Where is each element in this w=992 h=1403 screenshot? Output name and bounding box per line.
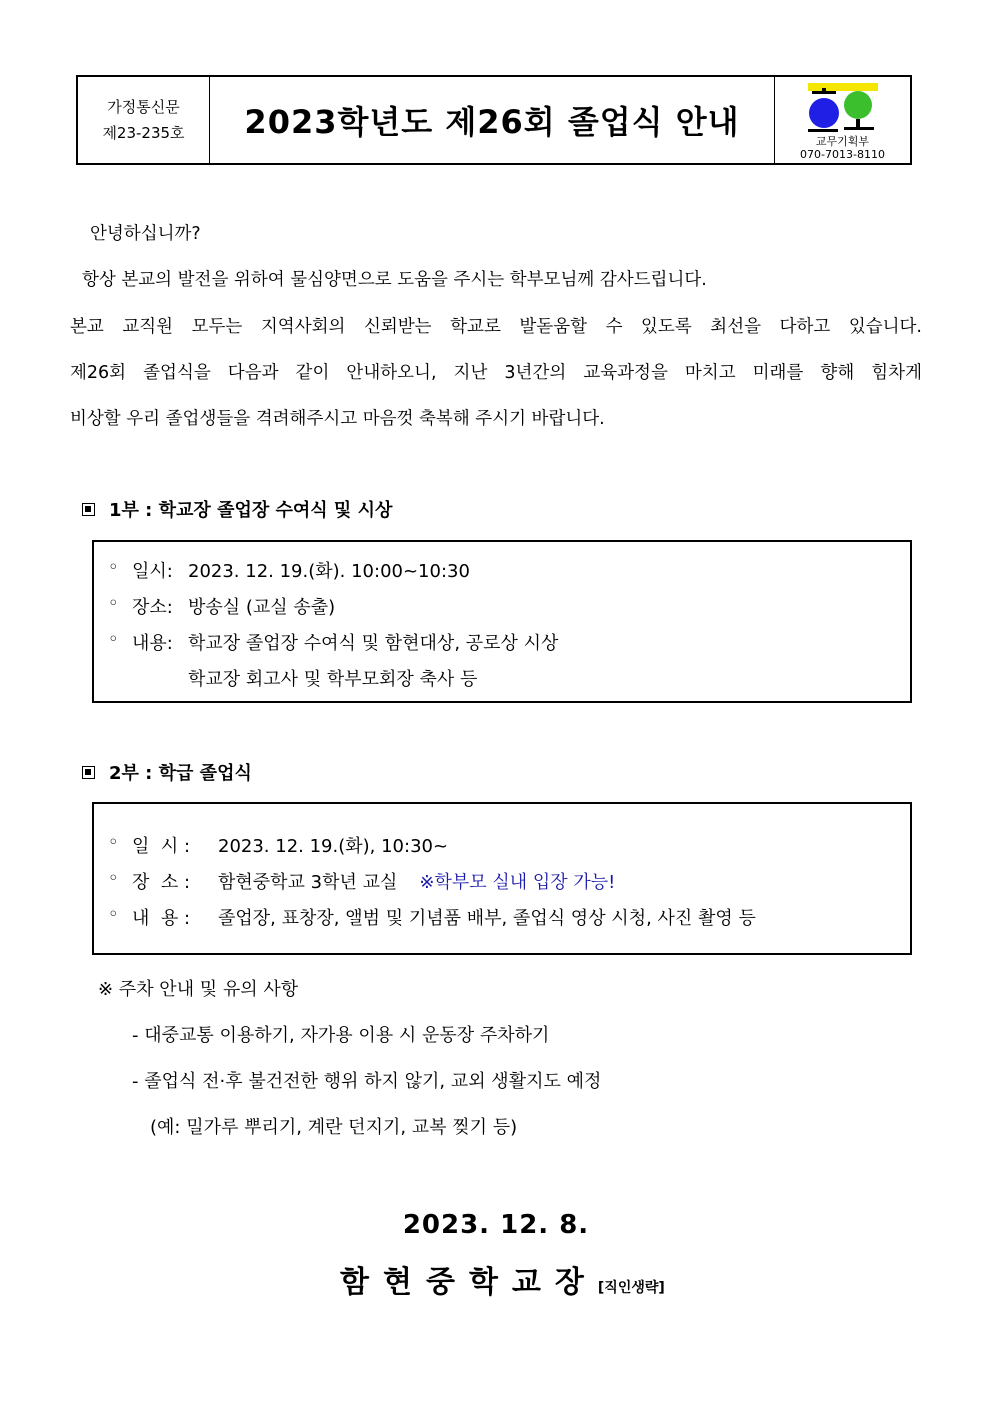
notes-item-1: - 대중교통 이용하기, 자가용 이용 시 운동장 주차하기: [132, 1025, 550, 1046]
part1-row-date: [108, 557, 470, 583]
greeting: 안녕하십니까?: [90, 224, 201, 244]
part1-row-content: [108, 629, 558, 655]
row-value: 학교장 졸업장 수여식 및 함현대상, 공로상 시상: [188, 633, 559, 654]
notes-example: (예: 밀가루 뿌리기, 계란 던지기, 교복 찢기 등): [150, 1117, 518, 1138]
intro-line-2: 본교 교직원 모두는 지역사회의 신뢰받는 학교로 발돋움할 수 있도록 최선을 다하고 있습니다.: [70, 317, 922, 337]
school-logo-icon: [808, 83, 878, 135]
part2-row-content: [108, 904, 756, 930]
part2-title: 2부 : 학급 졸업식: [109, 763, 252, 784]
part1-box: [92, 540, 912, 703]
parent-entry-note: ※학부모 실내 입장 가능!: [419, 872, 616, 893]
bullet-icon: ◦: [108, 832, 119, 853]
row-value: 2023. 12. 19.(화). 10:00~10:30: [188, 561, 470, 582]
bullet-icon: ◦: [108, 593, 119, 614]
seal-omitted-note: [직인생략]: [597, 1280, 665, 1296]
row-label: 장소:: [132, 597, 173, 618]
dept-phone: 070-7013-8110: [800, 148, 885, 161]
row-value: 학교장 회고사 및 학부모회장 축사 등: [188, 669, 478, 690]
notes-item-2: - 졸업식 전·후 불건전한 행위 하지 않기, 교외 생활지도 예정: [132, 1071, 602, 1092]
row-value: 2023. 12. 19.(화), 10:30~: [218, 836, 449, 857]
part2-row-place: [108, 868, 615, 894]
bullet-icon: ◦: [108, 904, 119, 925]
issue-type: 가정통신문: [107, 98, 180, 116]
dept-info: [774, 77, 910, 163]
bullet-icon: ◦: [108, 629, 119, 650]
bullet-icon: ◦: [108, 868, 119, 889]
part2-heading: [82, 759, 252, 785]
intro-line-4: 비상할 우리 졸업생들을 격려해주시고 마음껏 축복해 주시기 바랍니다.: [70, 409, 605, 429]
part2-row-date: [108, 832, 448, 858]
bullet-icon: ◦: [108, 557, 119, 578]
part1-heading: [82, 496, 392, 522]
row-value: 함현중학교 3학년 교실: [218, 872, 398, 893]
issue-number: 제23-235호: [102, 124, 185, 142]
part1-title: 1부 : 학교장 졸업장 수여식 및 시상: [109, 500, 393, 521]
square-bullet-icon: [82, 503, 95, 516]
header-box: [76, 75, 912, 165]
row-label: 내용:: [132, 633, 173, 654]
row-label: 일 시 :: [132, 836, 191, 857]
part1-row-place: [108, 593, 335, 619]
school-name: 함현중학교장: [340, 1265, 598, 1300]
row-label: 장 소 :: [132, 872, 191, 893]
row-value: 방송실 (교실 송출): [188, 597, 336, 618]
school-signature: [340, 1257, 665, 1301]
page-title: 2023학년도 제26회 졸업식 안내: [244, 103, 740, 141]
square-bullet-icon: [82, 766, 95, 779]
issue-info: [78, 77, 210, 163]
intro-line-3: 제26회 졸업식을 다음과 같이 안내하오니, 지난 3년간의 교육과정을 마치고 미래를 향해 힘차게: [70, 363, 922, 383]
part1-row-continuation: [188, 665, 477, 691]
intro-line-1: 항상 본교의 발전을 위하여 물심양면으로 도움을 주시는 학부모님께 감사드립니다.: [82, 270, 707, 290]
row-label: 일시:: [132, 561, 173, 582]
row-value: 졸업장, 표창장, 앨범 및 기념품 배부, 졸업식 영상 시청, 사진 촬영 등: [218, 908, 756, 929]
notes-title: ※ 주차 안내 및 유의 사항: [98, 979, 299, 1000]
issue-date: 2023. 12. 8.: [402, 1210, 590, 1240]
part2-box: [92, 802, 912, 955]
row-label: 내 용 :: [132, 908, 191, 929]
dept-name: 교무기획부: [815, 135, 870, 148]
